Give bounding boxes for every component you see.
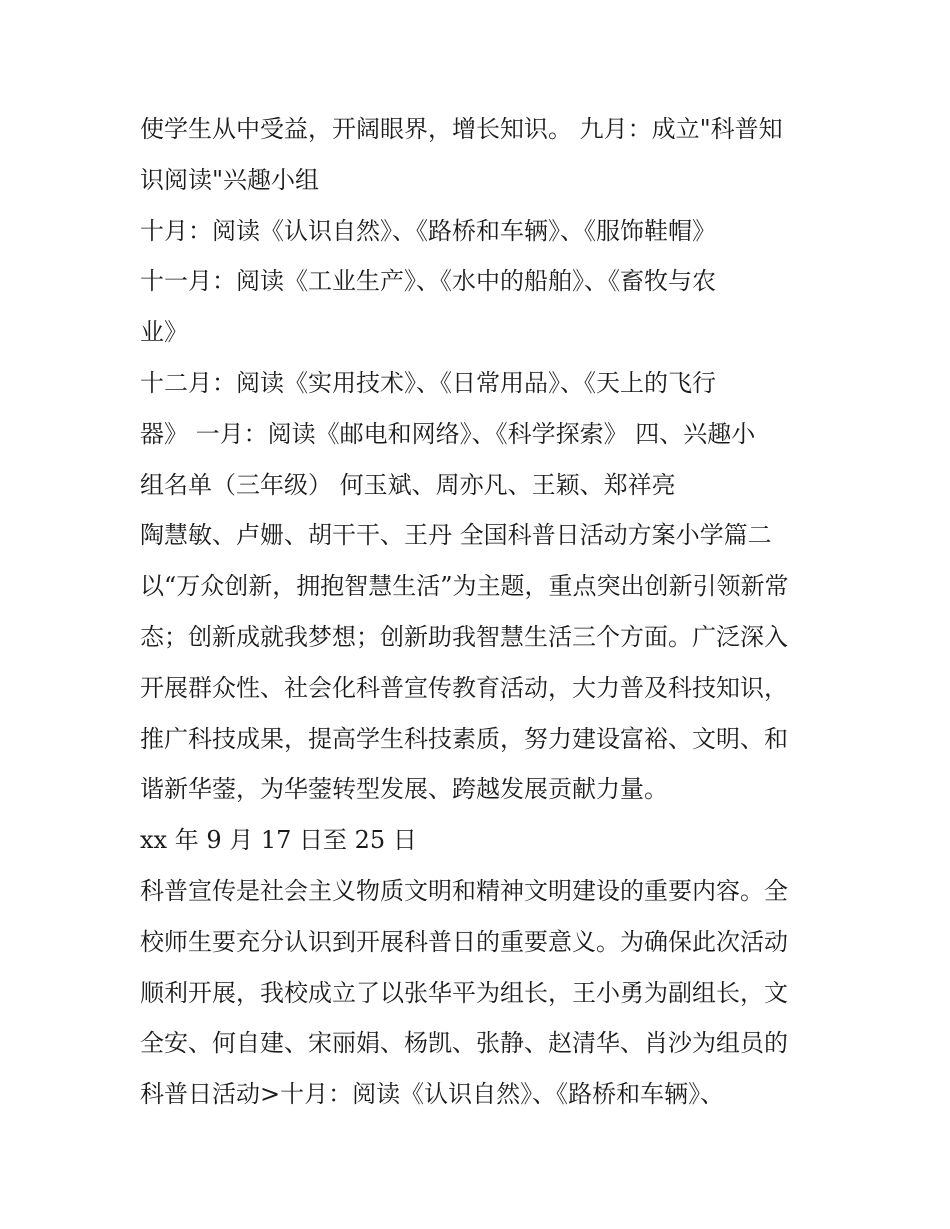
date-line: xx 年 9 月 17 日至 25 日	[140, 826, 417, 855]
text-line: 科普日活动>十月：阅读《认识自然》、《路桥和车辆》、	[140, 1080, 725, 1109]
text-line: 十月：阅读《认识自然》、《路桥和车辆》、《服饰鞋帽》	[140, 216, 716, 245]
text-line: 业》	[140, 318, 188, 347]
text-line: 态；创新成就我梦想；创新助我智慧生活三个方面。广泛深入	[140, 622, 788, 651]
text-line: 科普宣传是社会主义物质文明和精神文明建设的重要内容。全	[140, 876, 788, 905]
text-line: 谐新华蓥，为华蓥转型发展、跨越发展贡献力量。	[140, 775, 668, 804]
document-body	[140, 104, 820, 1120]
text-line: 校师生要充分认识到开展科普日的重要意义。为确保此次活动	[140, 927, 788, 956]
text-line: 十二月：阅读《实用技术》、《日常用品》、《天上的飞行	[140, 368, 716, 397]
text-line: 开展群众性、社会化科普宣传教育活动，大力普及科技知识，	[140, 673, 788, 702]
text-line: 以“万众创新，拥抱智慧生活”为主题，重点突出创新引领新常	[140, 572, 789, 601]
text-line: 识阅读"兴趣小组	[140, 165, 320, 194]
text-line: 陶慧敏、卢姗、胡干干、王丹 全国科普日活动方案小学篇二	[140, 521, 772, 550]
text-line: 推广科技成果，提高学生科技素质，努力建设富裕、文明、和	[140, 724, 788, 753]
text-line: 器》 一月：阅读《邮电和网络》、《科学探索》 四、兴趣小	[140, 419, 756, 448]
text-line: 使学生从中受益，开阔眼界，增长知识。 九月：成立"科普知	[140, 115, 783, 143]
text-line: 组名单（三年级） 何玉斌、周亦凡、王颖、郑祥亮	[140, 470, 676, 499]
text-line: 顺利开展，我校成立了以张华平为组长，王小勇为副组长，文	[140, 978, 788, 1007]
text-line: 全安、何自建、宋丽娟、杨凯、张静、赵清华、肖沙为组员的	[140, 1029, 788, 1058]
text-line: 十一月：阅读《工业生产》、《水中的船舶》、《畜牧与农	[140, 267, 716, 296]
